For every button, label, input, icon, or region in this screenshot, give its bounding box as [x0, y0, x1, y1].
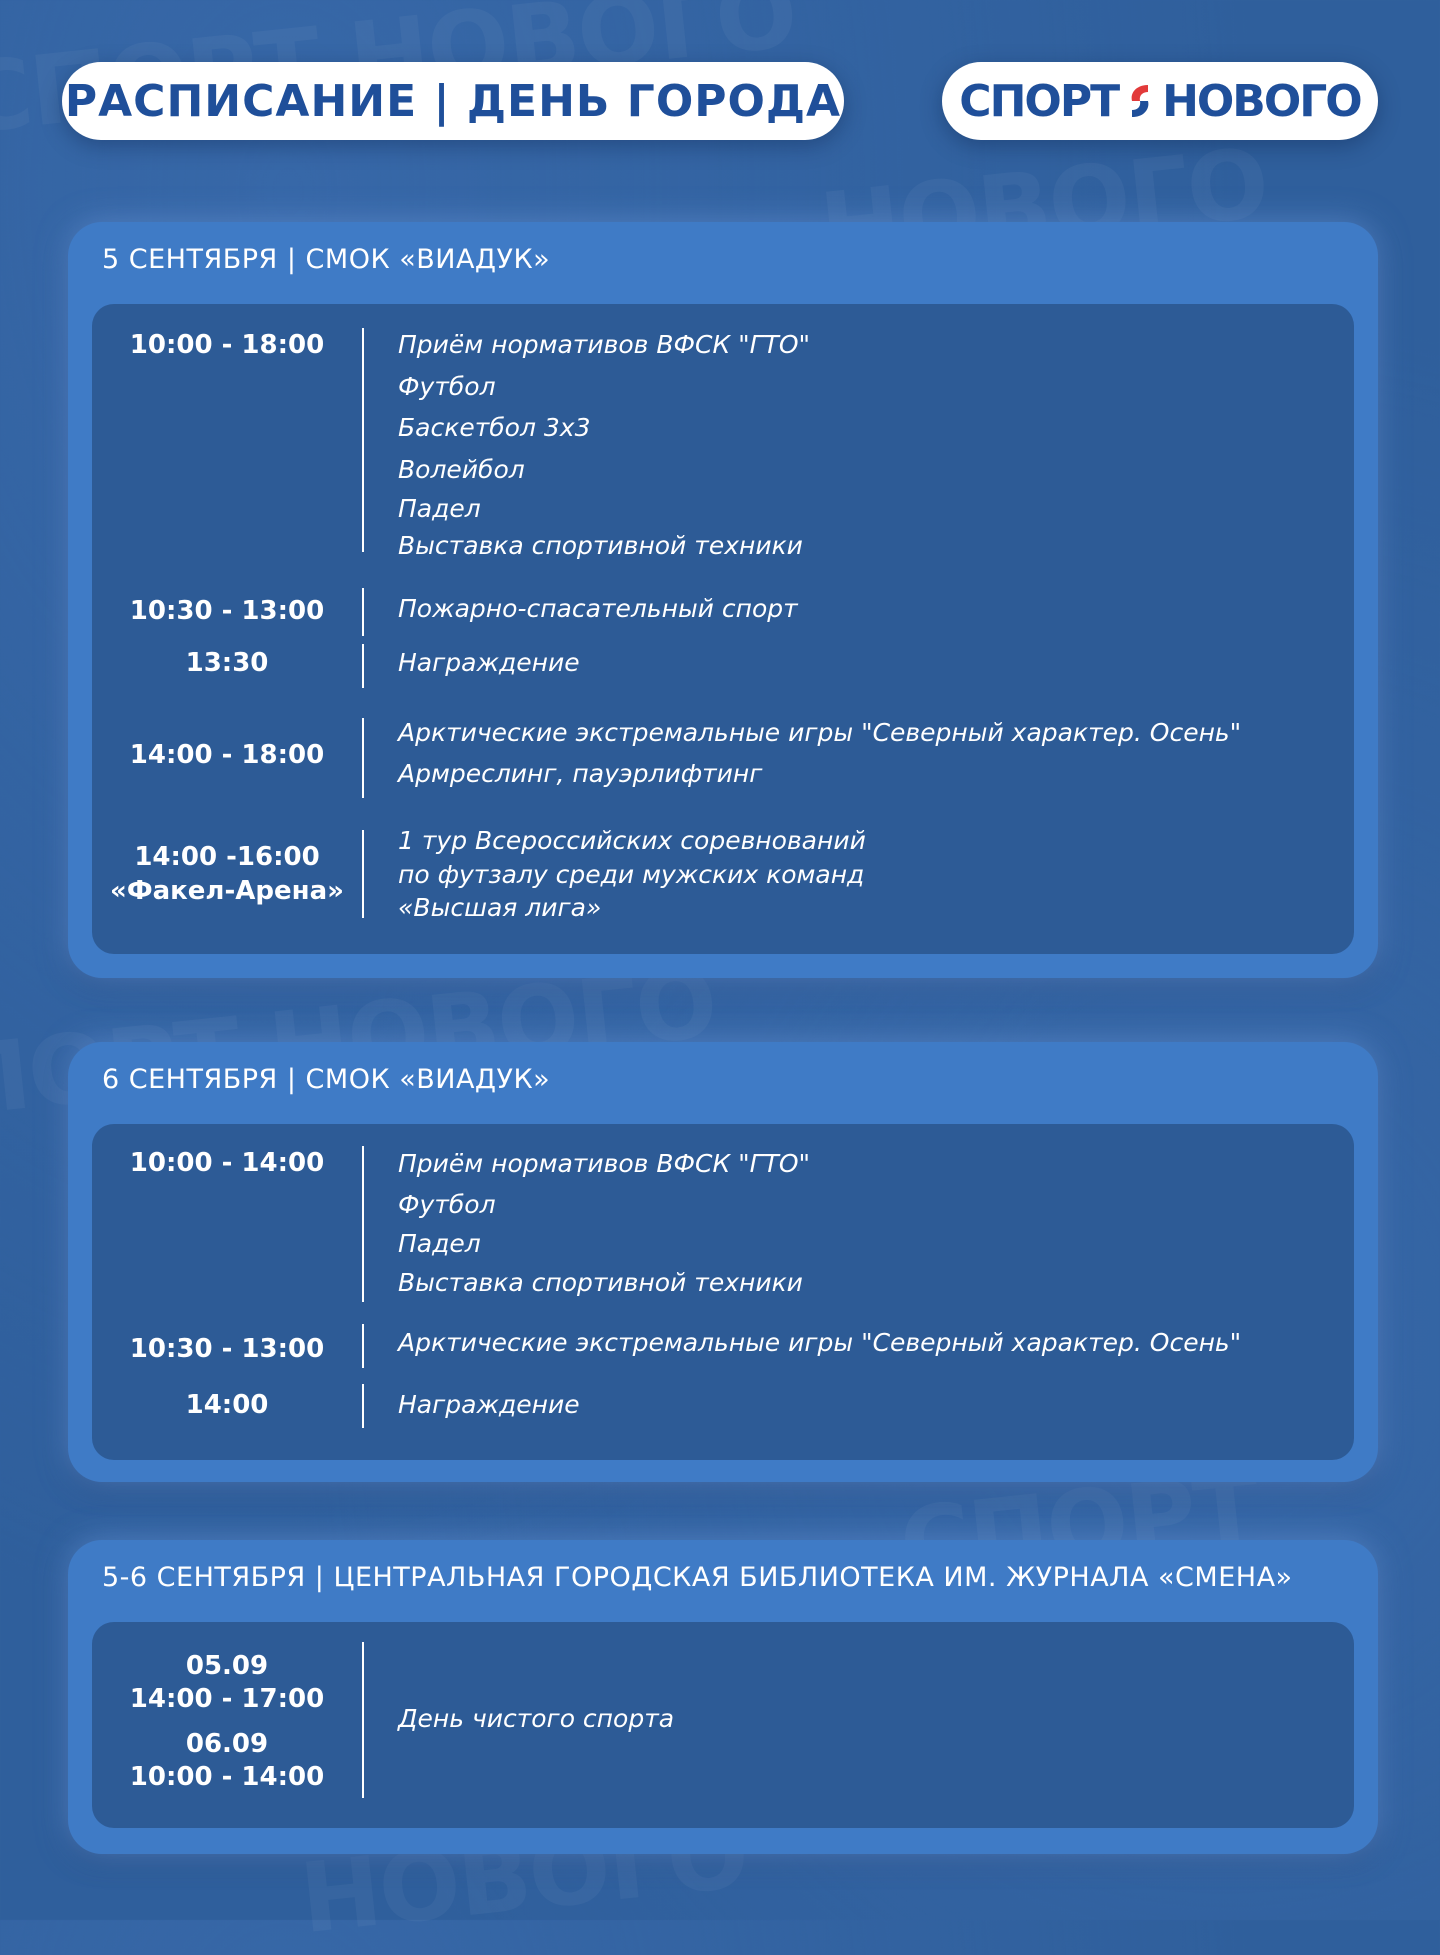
time-label: 10:00 - 18:00: [129, 330, 325, 360]
activity-item: Арктические экстремальные игры "Северный характер. Осень": [398, 1328, 1242, 1357]
activity-item: Падел: [398, 1229, 481, 1258]
section-header: 6 СЕНТЯБРЯ | СМОК «ВИАДУК»: [102, 1064, 551, 1095]
activity-item: Арктические экстремальные игры "Северный характер. Осень": [398, 718, 1242, 747]
schedule-row: [92, 824, 1354, 924]
logo-wordmark: [959, 76, 1360, 127]
activity-item: Выставка спортивной техники: [398, 1268, 803, 1297]
schedule-row: [92, 644, 1354, 694]
schedule-table: [92, 1124, 1354, 1460]
activity-item: по футзалу среди мужских команд: [398, 860, 865, 889]
row-separator: [362, 1642, 364, 1798]
row-separator: [362, 718, 364, 798]
page-title: РАСПИСАНИЕ | ДЕНЬ ГОРОДА: [64, 75, 842, 127]
row-separator: [362, 1324, 364, 1368]
activity-item: Выставка спортивной техники: [398, 531, 803, 560]
row-separator: [362, 830, 364, 918]
activity-list: [398, 1388, 1334, 1422]
activity-item: Баскетбол 3х3: [398, 413, 591, 442]
row-separator: [362, 328, 364, 552]
activity-list: [398, 592, 1334, 626]
row-separator: [362, 1384, 364, 1428]
schedule-row: [92, 1384, 1354, 1434]
activity-list: [398, 1326, 1334, 1360]
time-label: 10:30 - 13:00: [129, 596, 325, 626]
activity-item: Награждение: [398, 648, 580, 677]
time-label: 13:30: [185, 648, 269, 678]
activity-item: Футбол: [398, 372, 496, 401]
activity-item: Награждение: [398, 1390, 580, 1419]
activity-item: Падел: [398, 494, 481, 523]
logo-text-right: НОВОГО: [1162, 75, 1361, 127]
logo-mark-icon: [1120, 79, 1160, 123]
activity-item: Футбол: [398, 1190, 496, 1219]
row-separator: [362, 1146, 364, 1302]
schedule-table: [92, 1622, 1354, 1828]
activity-item: Приём нормативов ВФСК "ГТО": [398, 1149, 811, 1178]
time-label: 05.09 14:00 - 17:00 06.09 10:00 - 14:00: [129, 1651, 325, 1792]
time-label: 14:00 -16:00 «Факел-Арена»: [110, 842, 344, 906]
schedule-row: [92, 588, 1354, 638]
schedule-row: [92, 1146, 1354, 1306]
activity-list: [398, 824, 1334, 924]
time-label: 10:30 - 13:00: [129, 1334, 325, 1364]
activity-item: Армреслинг, пауэрлифтинг: [398, 759, 763, 788]
activity-list: [398, 1702, 1334, 1736]
logo-text-left: СПОРТ: [959, 75, 1119, 127]
activity-list: [398, 324, 1334, 564]
section-header: 5-6 СЕНТЯБРЯ | ЦЕНТРАЛЬНАЯ ГОРОДСКАЯ БИБЛИОТЕКА ИМ. ЖУРНАЛА «СМЕНА»: [102, 1562, 1293, 1593]
activity-list: [398, 1146, 1334, 1302]
schedule-table: [92, 304, 1354, 954]
schedule-card-sept-6: [68, 1042, 1378, 1482]
schedule-card-sept-5-6: [68, 1540, 1378, 1854]
row-separator: [362, 644, 364, 688]
schedule-card-sept-5: [68, 222, 1378, 978]
section-header: 5 СЕНТЯБРЯ | СМОК «ВИАДУК»: [102, 244, 551, 275]
logo: [942, 62, 1378, 140]
activity-item: Приём нормативов ВФСК "ГТО": [398, 330, 811, 359]
schedule-row: [92, 324, 1354, 560]
activity-item: Пожарно-спасательный спорт: [398, 594, 798, 623]
page-title-pill: [62, 62, 844, 140]
time-label: 14:00: [185, 1390, 269, 1420]
activity-list: [398, 646, 1334, 680]
schedule-row: [92, 712, 1354, 796]
activity-item: День чистого спорта: [398, 1704, 675, 1733]
row-separator: [362, 588, 364, 636]
activity-item: «Высшая лига»: [398, 893, 602, 922]
activity-item: Волейбол: [398, 455, 525, 484]
time-label: 10:00 - 14:00: [129, 1148, 325, 1178]
activity-list: [398, 712, 1334, 794]
time-label: 14:00 - 18:00: [129, 740, 325, 770]
schedule-row: [92, 1642, 1354, 1812]
schedule-row: [92, 1324, 1354, 1374]
activity-item: 1 тур Всероссийских соревнований: [398, 826, 866, 855]
